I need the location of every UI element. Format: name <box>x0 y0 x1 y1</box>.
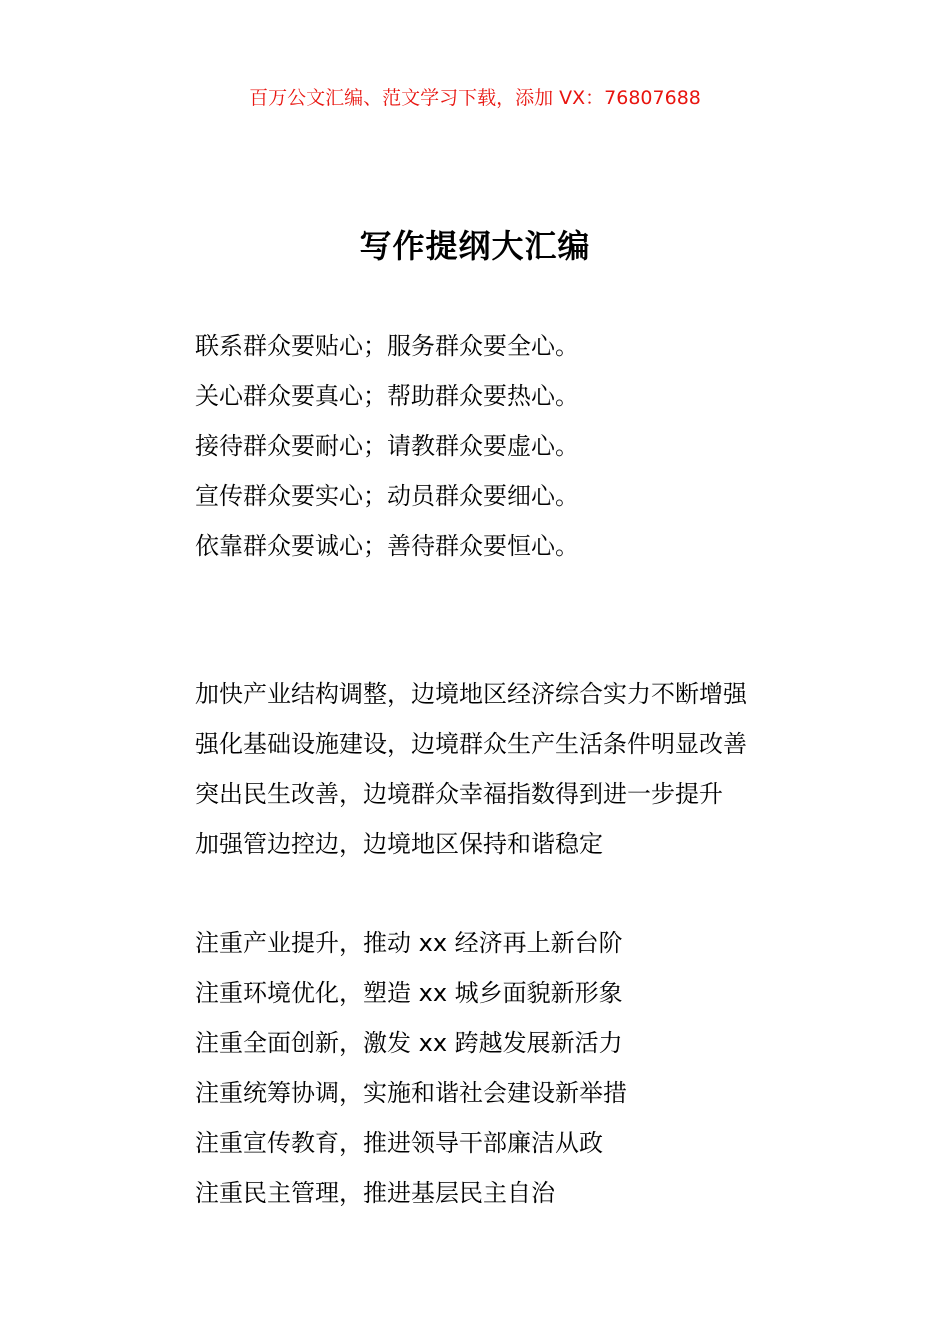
text-line: 注重环境优化，塑造 xx 城乡面貌新形象 <box>195 979 623 1007</box>
document-title: 写作提纲大汇编 <box>359 227 591 265</box>
text-line: 加快产业结构调整，边境地区经济综合实力不断增强 <box>195 680 747 708</box>
text-line: 依靠群众要诚心；善待群众要恒心。 <box>195 532 579 560</box>
text-line: 突出民生改善，边境群众幸福指数得到进一步提升 <box>195 780 723 808</box>
text-line: 联系群众要贴心；服务群众要全心。 <box>195 332 579 360</box>
text-line: 强化基础设施建设，边境群众生产生活条件明显改善 <box>195 730 747 758</box>
text-line: 接待群众要耐心；请教群众要虚心。 <box>195 432 579 460</box>
section-service-attitude <box>195 321 815 571</box>
text-line: 注重统筹协调，实施和谐社会建设新举措 <box>195 1079 627 1107</box>
text-line: 加强管边控边，边境地区保持和谐稳定 <box>195 830 603 858</box>
text-line: 注重民主管理，推进基层民主自治 <box>195 1179 555 1207</box>
text-line: 宣传群众要实心；动员群众要细心。 <box>195 482 579 510</box>
text-line: 注重产业提升，推动 xx 经济再上新台阶 <box>195 929 623 957</box>
section-border-development <box>195 669 815 869</box>
header-watermark-note: 百万公文汇编、范文学习下载，添加 VX：76807688 <box>249 87 701 109</box>
text-line: 注重宣传教育，推进领导干部廉洁从政 <box>195 1129 603 1157</box>
text-line: 关心群众要真心；帮助群众要热心。 <box>195 382 579 410</box>
section-focus-points <box>195 918 815 1218</box>
text-line: 注重全面创新，激发 xx 跨越发展新活力 <box>195 1029 623 1057</box>
